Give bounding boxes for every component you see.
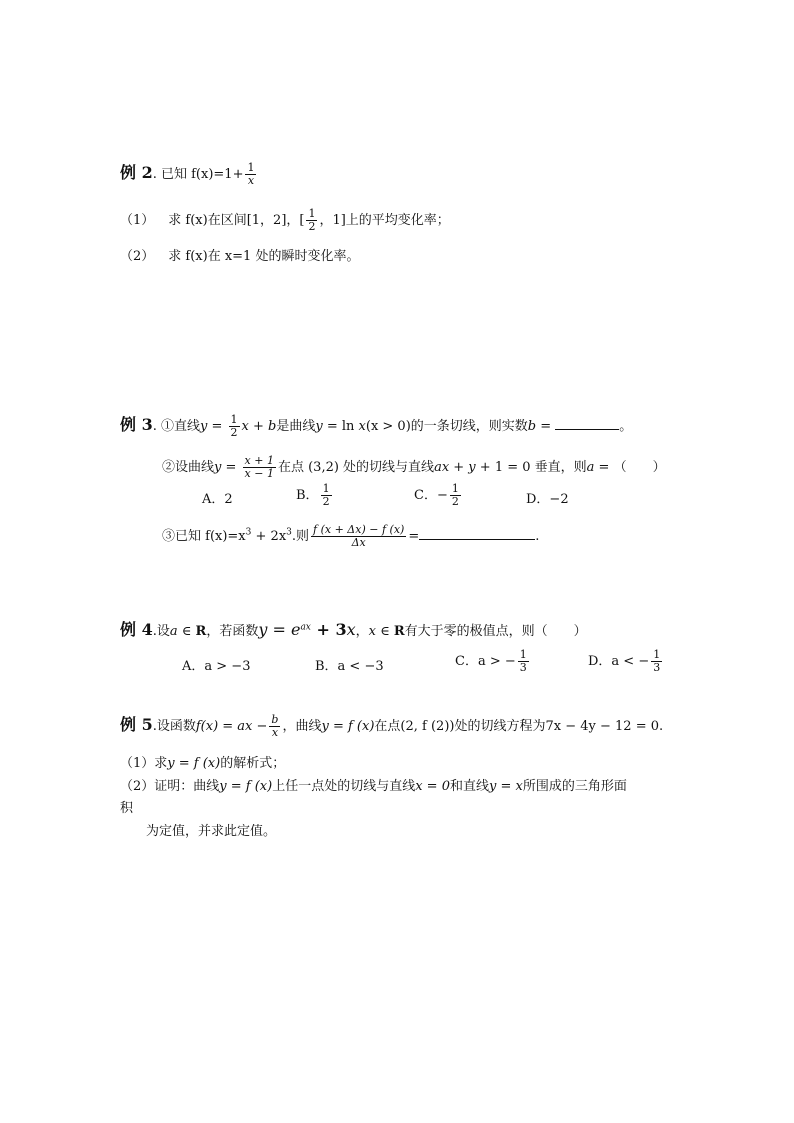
example-5-question-2-end: 为定值，并求此定值。 [146,824,277,839]
example-3-p2-fraction: $\frac{x + 1}{x - 1}$ [244,454,274,480]
example-3-part-1: 例 3. ①直线y = $\frac{1}{2}$ x + b是曲线y = ln x(x > 0)的一条切线，则实数b = 。 [120,413,633,439]
answer-blank[interactable] [419,539,535,540]
example-2-line [120,160,258,187]
example-5-line: 例 5.设函数f(x) = ax − $\frac{b}{x}$ ，曲线y = f (x)在点(2, f (2))处的切线方程为7x − 4y − 12 = 0. [120,713,664,739]
example-2-fraction: $\frac{1}{x}$ [247,161,255,187]
example-3-part-2: ②设曲线y = $\frac{x + 1}{x - 1}$ 在点 (3,2) 处的切线与直线ax + y + 1 = 0 垂直，则a = （ ） [162,454,666,480]
answer-blank[interactable] [555,429,619,430]
example-3-p1-fraction: $\frac{1}{2}$ [230,413,238,439]
example-4-option-b[interactable]: B．a < −3 [315,659,384,674]
example-4-option-d[interactable]: D．a < − $\frac{1}{3}$ [588,648,661,674]
example-3-part-3: ③已知 $f(x)=x^3 + 2x^3$.则 $\frac{f (x + \Delta x) - f (x)}{\Delta x}$ = . [162,523,540,549]
example-5-question-2: （2）证明：曲线y = f (x)上任一点处的切线与直线x = 0和直线y = x所围成的三角形面 [120,779,627,794]
example-3-option-d[interactable]: D．−2 [526,492,569,507]
example-2-question-1: （1） 求 f(x)在区间[1，2]，[ $\frac{1}{2}$ ，1]上的平均变化率； [120,207,450,233]
example-4-line: 例 4.设a ∈ R，若函数$y = e^{ax} + 3x$，x ∈ R有大于零的极值点，则（ ） [120,620,587,639]
example-4-option-a[interactable]: A．a > −3 [182,659,251,674]
example-2-label: 例 2 [120,163,153,182]
example-3-option-b[interactable]: B． $\frac{1}{2}$ [296,482,330,508]
example-3-label: 例 3 [120,415,153,434]
example-4-label: 例 4 [120,620,153,639]
example-5-question-2-wrap: 积 [120,801,134,816]
example-3-option-c[interactable]: C．− $\frac{1}{2}$ [414,482,459,508]
example-2-question-2: （2） 求 f(x)在 x=1 处的瞬时变化率。 [120,249,360,264]
example-2-intro: . 已知 f(x)=1+ [152,167,244,182]
example-5-question-1: （1）求y = f (x)的解析式； [120,756,286,771]
example-5-fraction: $\frac{b}{x}$ [271,713,279,739]
example-2-q1-fraction: $\frac{1}{2}$ [308,207,316,233]
example-5-label: 例 5 [120,715,153,734]
example-3-p3-fraction: $\frac{f (x + \Delta x) - f (x)}{\Delta x}$ [313,523,405,549]
example-3-option-a[interactable]: A．2 [202,492,233,507]
example-4-option-c[interactable]: C．a > − $\frac{1}{3}$ [455,648,527,674]
